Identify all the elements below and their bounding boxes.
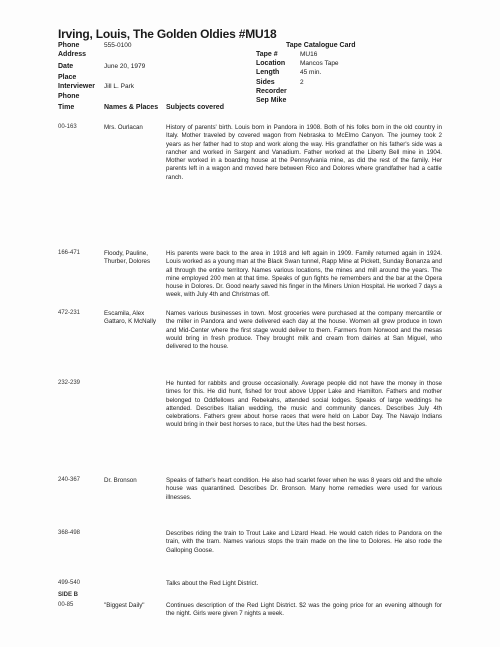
date-label: Date [58,63,74,70]
tape-card-title: Tape Catalogue Card [286,42,356,49]
date-value: June 20, 1979 [104,63,146,70]
entry-subjects: Names various businesses in town. Most groceries were purchased at the company mercantile or the miller in Pandora and were delivered each day at the house. Women all grew produce in town and Mid-Center where the first stage would deliver to them. Farmers from Norwood and the mesas would bring in fresh produce. They brought milk and cream from dairies at San Miguel, who delivered to the house. [166,310,442,351]
length-label: Length [256,69,280,76]
location-value: Mancos Tape [300,60,339,67]
entry-names: Dr. Bronson [104,477,137,484]
place-label: Place [58,74,77,81]
time-column-header: Time [58,104,75,111]
address-label: Address [58,51,87,58]
location-label: Location [256,60,286,67]
entry-subjects: His parents were back to the area in 1918 and left again in 1909. Family returned again in 1924. Louis worked as a young man at the Black Swan tunnel, Rapp Mine at Pickett, Sunday Bonanza and all through the entire territory. Names various locations, the mines and mill around the years. The mine employed 200 men at that time. Speaks of gun fights he remembers and the bar at the Opera house in Dolores. Dr. Good nearly saved his finger in the Miners Union Hospital. He worked 7 days a week, with July 4th and Christmas off. [166,250,442,299]
entry-subjects: History of parents' birth. Louis born in Pandora in 1908. Both of his folks born in the old country in Italy. Mother traveled by covered wagon from Nebraska to McElmo Canyon. The journey took 2 years as her father had to stop and work along the way. His grandfather on his father's side was a rancher and worked in Sargent and Vanadium. Father worked at the Liberty Bell mine in 1904. Mother worked in a boarding house at the Pennsylvania mine, as did the rest of the family. Her parents left in a wagon and moved here between Rico and Dolores where grandfather had a cattle ranch. [166,124,442,181]
side-b-marker: SIDE B [58,592,79,598]
phone-label: Phone [58,42,80,49]
names-column-header: Names & Places [104,104,159,111]
entry-subjects: Describes riding the train to Trout Lake and Lizard Head. He would catch rides to Pandora on the train, with the tram. Names various stops the train made on the line to Dolores. He also rode the Galloping Goose. [166,530,442,554]
entry-names: "Biggest Daily" [104,602,145,609]
entry-time: 232-239 [58,380,81,386]
sides-value: 2 [300,79,304,86]
entry-subjects: Talks about the Red Light District. [166,580,259,587]
sides-label: Sides [256,79,275,86]
interviewer-value: Jill L. Park [104,83,134,90]
entry-subjects: Continues description of the Red Light District. $2 was the going price for an evening although for the night. Girls were given 7 nights a week. [166,602,442,618]
entry-time: 472-231 [58,310,81,316]
subjects-column-header: Subjects covered [166,104,224,111]
entry-names: Escamila, Alex Gattaro, K McNally [104,310,156,325]
interviewer-label: Interviewer [58,83,95,90]
entry-names: Mrs. Ourlacan [104,124,143,131]
entry-subjects: Speaks of father's heart condition. He also had scarlet fever when he was 8 years old and the whole house was quarantined. Describes Dr. Bronson. Many home remedies were used for various illnesses. [166,477,442,501]
phone-value: 555-0100 [104,42,132,49]
interviewer-phone-label: Phone [58,93,80,100]
sep-mike-label: Sep Mike [256,97,287,104]
entry-time: 00-163 [58,124,77,130]
document-title: Irving, Louis, The Golden Oldies #MU18 [58,27,277,41]
entry-subjects: He hunted for rabbits and grouse occasionally. Average people did not have the money in those times for this. He did hunt, fished for trout above Upper Lake and Hamilton. Fathers and mother belonged to Oddfellows and Rebekahs, attended social lodges. Speaks of large weddings he attended. Describes Italian wedding, the music and community dances. Describes July 4th celebrations. Fathers grew about horse races that were held on Labor Day. The Navajo Indians would bring in their best horses to race, but the Utes had the best horses. [166,380,442,429]
length-value: 45 min. [300,69,322,76]
entry-names: Floody, Pauline, Thurber, Dolores [104,250,151,265]
recorder-label: Recorder [256,88,287,95]
tape-number-label: Tape # [256,51,278,58]
entry-time: 00-85 [58,602,74,608]
entry-time: 240-367 [58,477,81,483]
entry-time: 368-498 [58,530,81,536]
tape-number-value: MU16 [300,51,318,58]
entry-time: 166-471 [58,250,81,256]
entry-time: 499-540 [58,580,81,586]
